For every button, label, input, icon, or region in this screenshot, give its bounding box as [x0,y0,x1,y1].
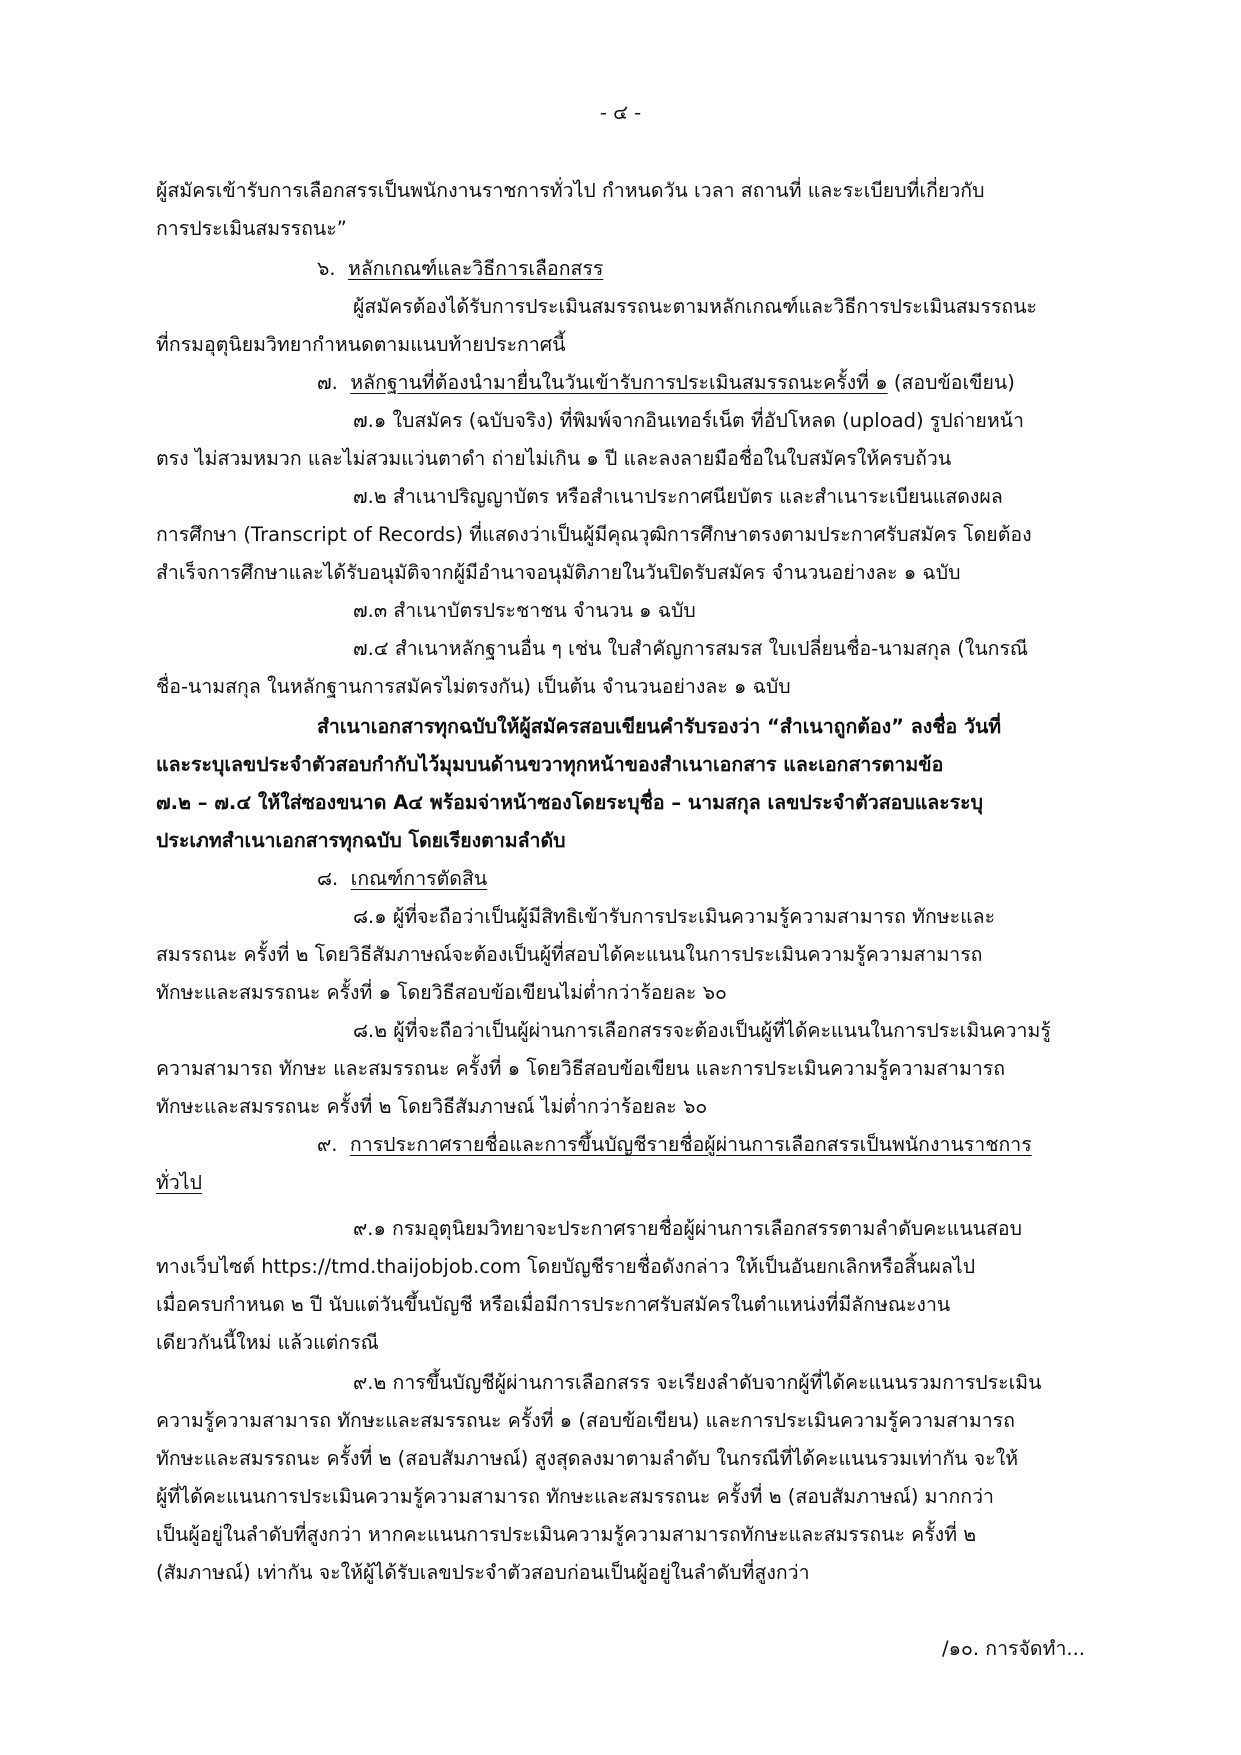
section-9-title-continued: ทั่วไป [156,1171,202,1194]
item-8-1-line-3: ทักษะและสมรรถนะ ครั้งที่ ๑ โดยวิธีสอบข้อเขียนไม่ต่ำกว่าร้อยละ ๖๐ [156,981,727,1004]
copy-note-line-2: และระบุเลขประจำตัวสอบกำกับไว้มุมบนด้านขวาทุกหน้าของสำเนาเอกสาร และเอกสารตามข้อ [156,753,944,776]
section-7-title-suffix: (สอบข้อเขียน) [893,371,1015,394]
item-9-2-line-6: (สัมภาษณ์) เท่ากัน จะให้ผู้ได้รับเลขประจำตัวสอบก่อนเป็นผู้อยู่ในลำดับที่สูงกว่า [156,1561,810,1584]
item-7-2-line-2: การศึกษา (Transcript of Records) ที่แสดงว่าเป็นผู้มีคุณวุฒิการศึกษาตรงตามประกาศรับสมัคร โดยต้อง [156,523,1032,546]
item-9-1-line-1: ๙.๑ กรมอุตุนิยมวิทยาจะประกาศรายชื่อผู้ผ่านการเลือกสรรตามลำดับคะแนนสอบ [353,1217,1022,1240]
item-9-1-line-3: เมื่อครบกำหนด ๒ ปี นับแต่วันขึ้นบัญชี หรือเมื่อมีการประกาศรับสมัครในตำแหน่งที่มีลักษณะงาน [156,1293,951,1316]
item-7-4-line-1: ๗.๔ สำเนาหลักฐานอื่น ๆ เช่น ใบสำคัญการสมรส ใบเปลี่ยนชื่อ-นามสกุล (ในกรณี [353,637,1029,660]
section-6-line-2: ที่กรมอุตุนิยมวิทยากำหนดตามแนบท้ายประกาศนี้ [156,333,566,356]
item-7-3-line-1: ๗.๓ สำเนาบัตรประชาชน จำนวน ๑ ฉบับ [353,599,696,622]
section-7-heading [317,364,1015,402]
section-8-title: เกณฑ์การตัดสิน [350,867,488,890]
intro-line-1: ผู้สมัครเข้ารับการเลือกสรรเป็นพนักงานราชการทั่วไป กำหนดวัน เวลา สถานที่ และระเบียบที่เกี่ยวกับ [156,179,985,202]
section-6-title: หลักเกณฑ์และวิธีการเลือกสรร [347,257,604,280]
item-7-4-line-2: ชื่อ-นามสกุล ในหลักฐานการสมัครไม่ตรงกัน) เป็นต้น จำนวนอย่างละ ๑ ฉบับ [156,675,791,698]
copy-note-line-3: ๗.๒ – ๗.๔ ให้ใส่ซองขนาด A๔ พร้อมจ่าหน้าซองโดยระบุชื่อ – นามสกุล เลขประจำตัวสอบและระบุ [156,791,984,814]
item-7-1-line-1: ๗.๑ ใบสมัคร (ฉบับจริง) ที่พิมพ์จากอินเทอร์เน็ต ที่อัปโหลด (upload) รูปถ่ายหน้า [353,409,1024,432]
section-9-number: ๙. [317,1133,338,1156]
item-9-2-line-5: เป็นผู้อยู่ในลำดับที่สูงกว่า หากคะแนนการประเมินความรู้ความสามารถทักษะและสมรรถนะ ครั้งที่ ๒ [156,1523,977,1546]
section-7-number: ๗. [317,371,338,394]
section-8-number: ๘. [317,867,339,890]
section-6-number: ๖. [317,257,336,280]
item-9-1-line-2: ทางเว็บไซต์ https://tmd.thaijobjob.com โดยบัญชีรายชื่อดังกล่าว ให้เป็นอันยกเลิกหรือสิ้นผลไป [156,1255,976,1278]
item-9-2-line-1: ๙.๒ การขึ้นบัญชีผู้ผ่านการเลือกสรร จะเรียงลำดับจากผู้ที่ได้คะแนนรวมการประเมิน [353,1371,1042,1394]
section-6-heading [317,250,603,288]
item-9-2-line-3: ทักษะและสมรรถนะ ครั้งที่ ๒ (สอบสัมภาษณ์) สูงสุดลงมาตามลำดับ ในกรณีที่ได้คะแนนรวมเท่ากัน จะให้ [156,1447,1019,1470]
item-9-2-line-2: ความรู้ความสามารถ ทักษะและสมรรถนะ ครั้งที่ ๑ (สอบข้อเขียน) และการประเมินความรู้ความสามารถ [156,1409,1015,1432]
section-8-heading [317,860,487,898]
continuation-marker: /๑๐. การจัดทำ... [942,1637,1085,1660]
item-8-2-line-3: ทักษะและสมรรถนะ ครั้งที่ ๒ โดยวิธีสัมภาษณ์ ไม่ต่ำกว่าร้อยละ ๖๐ [156,1095,708,1118]
item-8-1-line-1: ๘.๑ ผู้ที่จะถือว่าเป็นผู้มีสิทธิเข้ารับการประเมินความรู้ความสามารถ ทักษะและ [353,905,996,928]
copy-note-line-1: สำเนาเอกสารทุกฉบับให้ผู้สมัครสอบเขียนคำรับรองว่า “สำเนาถูกต้อง” ลงชื่อ วันที่ [317,715,1002,738]
section-9-title: การประกาศรายชื่อและการขึ้นบัญชีรายชื่อผู้ผ่านการเลือกสรรเป็นพนักงานราชการ [349,1133,1032,1156]
section-7-title: หลักฐานที่ต้องนำมายื่นในวันเข้ารับการประเมินสมรรถนะครั้งที่ ๑ [350,371,888,394]
item-8-2-line-2: ความสามารถ ทักษะ และสมรรถนะ ครั้งที่ ๑ โดยวิธีสอบข้อเขียน และการประเมินความรู้ความสามารถ [156,1057,1006,1080]
intro-line-2: การประเมินสมรรถนะ” [156,217,347,240]
item-9-1-line-4: เดียวกันนี้ใหม่ แล้วแต่กรณี [156,1331,379,1354]
item-7-2-line-3: สำเร็จการศึกษาและได้รับอนุมัติจากผู้มีอำนาจอนุมัติภายในวันปิดรับสมัคร จำนวนอย่างละ ๑ ฉบับ [156,561,961,584]
copy-note-line-4: ประเภทสำเนาเอกสารทุกฉบับ โดยเรียงตามลำดับ [156,829,566,852]
section-9-heading [317,1126,1032,1164]
section-6-line-1: ผู้สมัครต้องได้รับการประเมินสมรรถนะตามหลักเกณฑ์และวิธีการประเมินสมรรถนะ [353,295,1038,318]
item-9-2-line-4: ผู้ที่ได้คะแนนการประเมินความรู้ความสามารถ ทักษะและสมรรถนะ ครั้งที่ ๒ (สอบสัมภาษณ์) มากกว่า [156,1485,994,1508]
item-8-2-line-1: ๘.๒ ผู้ที่จะถือว่าเป็นผู้ผ่านการเลือกสรรจะต้องเป็นผู้ที่ได้คะแนนในการประเมินความรู้ [353,1019,1051,1042]
item-7-1-line-2: ตรง ไม่สวมหมวก และไม่สวมแว่นตาดำ ถ่ายไม่เกิน ๑ ปี และลงลายมือชื่อในใบสมัครให้ครบถ้วน [156,447,952,470]
page-number: - ๔ - [599,101,642,124]
item-7-2-line-1: ๗.๒ สำเนาปริญญาบัตร หรือสำเนาประกาศนียบัตร และสำเนาระเบียนแสดงผล [353,485,1003,508]
item-8-1-line-2: สมรรถนะ ครั้งที่ ๒ โดยวิธีสัมภาษณ์จะต้องเป็นผู้ที่สอบได้คะแนนในการประเมินความรู้ความสามารถ [156,943,983,966]
